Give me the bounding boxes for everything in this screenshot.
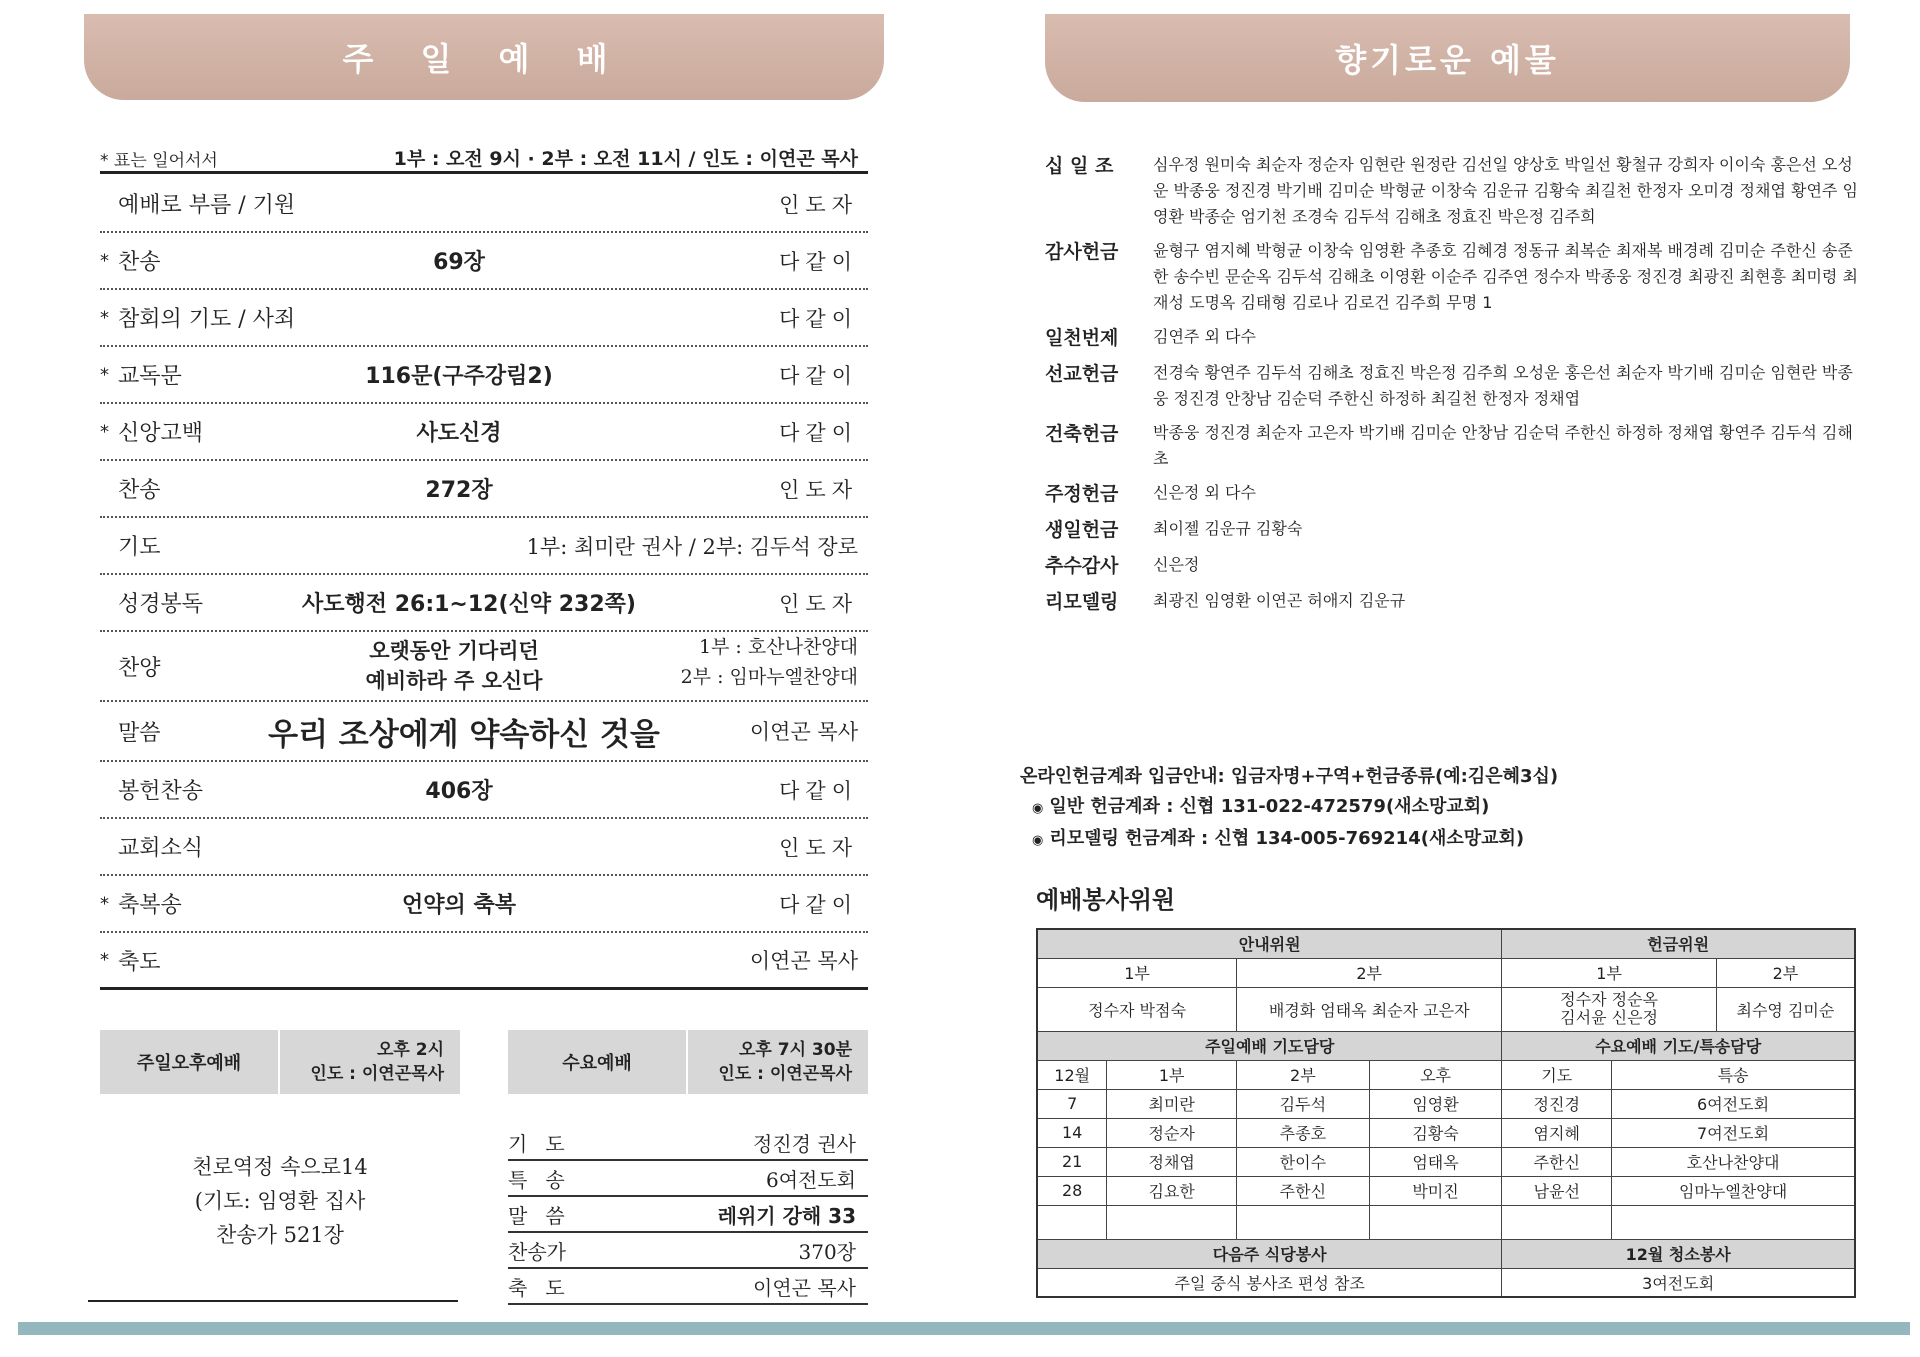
order-content: [250, 290, 668, 345]
pm-leader: 인도 : 이연곤목사: [310, 1064, 444, 1084]
offer-1: [1502, 987, 1716, 1031]
usher-head: 안내위원: [1037, 929, 1502, 958]
worship-banner: 주 일 예 배: [84, 14, 884, 100]
wed-row: [508, 1269, 868, 1305]
order-label: 찬송: [118, 478, 161, 503]
cell: 김요한: [1107, 1176, 1237, 1205]
offering-head: 헌금위원: [1502, 929, 1855, 958]
wed-service-box: [508, 1030, 868, 1094]
wed-value: 레위기 강해 33: [717, 1204, 856, 1228]
clean-head: 12월 청소봉사: [1502, 1239, 1855, 1268]
divider: [88, 1300, 458, 1302]
meal: 주일 중식 봉사조 편성 참조: [1037, 1268, 1502, 1297]
cell: 21: [1037, 1147, 1107, 1176]
offering-row: [1045, 480, 1865, 508]
star-mark: *: [100, 949, 109, 971]
order-row: [100, 290, 868, 347]
wed-key: 축도: [508, 1276, 583, 1300]
order-label: 예배로 부름 / 기원: [118, 193, 296, 218]
wed-time: 오후 7시 30분: [738, 1040, 852, 1060]
cell: 6여전도회: [1612, 1089, 1855, 1118]
remodel-account: ◉ 리모델링 헌금계좌 : 신협 134-005-769214(새소망교회): [1020, 824, 1558, 856]
wed-value: 이연곤 목사: [753, 1276, 856, 1300]
order-label: 교회소식: [118, 836, 204, 861]
pm-title: 주일오후예배: [100, 1030, 280, 1094]
order-label: 성경봉독: [118, 592, 204, 617]
service-committee-title: 예배봉사위원: [1036, 886, 1176, 914]
offering-row: [1045, 238, 1865, 316]
offering-list: [1045, 152, 1865, 624]
offering-row: [1045, 360, 1865, 412]
offering-row: [1045, 588, 1865, 616]
offering-names: 박종웅 정진경 최순자 고은자 박기배 김미순 안창남 김순덕 주한신 하정하 정채엽 황연주 김두석 김해초: [1153, 423, 1853, 468]
offering-type: 일천번제: [1045, 327, 1119, 349]
order-by: [681, 632, 858, 700]
col-head: 오후: [1369, 1060, 1502, 1089]
cell: 7: [1037, 1089, 1107, 1118]
wed-key: 찬송가: [508, 1240, 566, 1264]
pm-line-1: 천로역정 속으로14: [192, 1155, 368, 1179]
order-by: 다같이: [779, 892, 858, 917]
meal-head: 다음주 식당봉사: [1037, 1239, 1502, 1268]
order-content: 언약의 축복: [402, 893, 516, 918]
cell: 추종호: [1237, 1118, 1370, 1147]
month: 12월: [1037, 1060, 1107, 1089]
table-row: [1037, 1089, 1855, 1118]
table-row: [1037, 1147, 1855, 1176]
order-row: [100, 518, 868, 575]
offering-names: 신은정: [1153, 555, 1200, 574]
order-content: 사도신경: [416, 421, 502, 446]
order-label: 찬송: [118, 250, 161, 275]
offering-names: 전경숙 황연주 김두석 김해초 정효진 박은정 김주희 오성운 홍은선 최순자 박기배 김미순 임현란 박종웅 정진경 안창남 김순덕 주한신 하정하 최길천 한정자 정채엽: [1153, 363, 1853, 408]
order-label: 교독문: [118, 364, 182, 389]
order-row: [100, 176, 868, 233]
usher-2: 배경화 엄태옥 최순자 고은자: [1237, 987, 1502, 1031]
offering-type: 생일헌금: [1045, 519, 1119, 541]
table-row: [1037, 1205, 1855, 1239]
cell: 한이수: [1237, 1147, 1370, 1176]
order-content: 69장: [433, 250, 485, 275]
cell: 임마누엘찬양대: [1612, 1176, 1855, 1205]
wed-value: 6여전도회: [765, 1168, 856, 1192]
order-row: [100, 575, 868, 632]
wed-order: [508, 1125, 868, 1305]
order-label: 봉헌찬송: [118, 779, 204, 804]
cell: 호산나찬양대: [1612, 1147, 1855, 1176]
offering-names: 신은정 외 다수: [1153, 483, 1256, 502]
offering-row: [1045, 552, 1865, 580]
cell: 김황숙: [1369, 1118, 1502, 1147]
pm-info: [280, 1030, 460, 1094]
offering-type: 주정헌금: [1045, 483, 1119, 505]
col-head: 2부: [1237, 1060, 1370, 1089]
order-by: 인도자: [779, 835, 858, 860]
wed-row: [508, 1161, 868, 1197]
sermon-title: 우리 조상에게 약속하신 것을: [268, 716, 660, 753]
offering-type: 건축헌금: [1045, 423, 1119, 445]
order-by: 인도자: [779, 477, 858, 502]
order-label: 신앙고백: [118, 421, 204, 446]
offering-type: 추수감사: [1045, 555, 1119, 577]
anthem-2: 예비하라 주 오신다: [365, 669, 543, 693]
offering-type: 리모델링: [1045, 591, 1119, 613]
order-label: 축복송: [118, 893, 182, 918]
offering-row: [1045, 324, 1865, 352]
wed-row: [508, 1197, 868, 1233]
choir-2: 2부 : 임마누엘찬양대: [680, 666, 858, 688]
order-row: [100, 233, 868, 290]
usher-1: 정수자 박점숙: [1037, 987, 1237, 1031]
clean: 3여전도회: [1502, 1268, 1855, 1297]
order-label: 말씀: [118, 720, 161, 746]
anthem-1: 오랫동안 기다리던: [369, 639, 539, 663]
service-times: 1부 : 오전 9시 · 2부 : 오전 11시 / 인도 : 이연곤 목사: [393, 148, 858, 170]
order-by: 인도자: [779, 192, 858, 217]
cell: 임영환: [1369, 1089, 1502, 1118]
order-content: 272장: [425, 478, 493, 503]
offer-1-b: 김서윤 신은정: [1560, 1008, 1658, 1027]
pm-details: [100, 1150, 460, 1252]
cell: [1612, 1205, 1855, 1239]
order-content: [250, 176, 668, 231]
order-by: 인도자: [779, 591, 858, 616]
cell: 28: [1037, 1176, 1107, 1205]
cell: 정채엽: [1107, 1147, 1237, 1176]
order-content: 116문(구주강림2): [365, 364, 553, 389]
star-mark: *: [100, 364, 109, 385]
order-of-worship: [100, 176, 868, 990]
online-title: 온라인헌금계좌 입금안내: 입금자명+구역+헌금종류(예:김은혜3십): [1020, 766, 1559, 787]
order-by: 이연곤 목사: [749, 949, 858, 973]
pm-line-3: 찬송가 521장: [216, 1223, 344, 1247]
order-by: 다같이: [779, 778, 858, 803]
wed-value: 370장: [798, 1240, 856, 1264]
cell: [1107, 1205, 1237, 1239]
offering-row: [1045, 152, 1865, 230]
order-by: 1부: 최미란 권사 / 2부: 김두석 장로: [526, 534, 858, 559]
offering-type: 선교헌금: [1045, 363, 1119, 385]
wed-leader: 인도 : 이연곤목사: [718, 1064, 852, 1084]
cell: 정순자: [1107, 1118, 1237, 1147]
order-row: [100, 404, 868, 461]
cell: 남윤선: [1502, 1176, 1612, 1205]
wed-info: [688, 1030, 868, 1094]
order-content: 사도행전 26:1~12(신약 232쪽): [302, 592, 636, 617]
footer-bar: [18, 1322, 1910, 1335]
offering-names: 최이젤 김운규 김황숙: [1153, 519, 1303, 538]
order-row: [100, 933, 868, 990]
star-mark: *: [100, 421, 109, 442]
cell: 주한신: [1502, 1147, 1612, 1176]
cell: 염지혜: [1502, 1118, 1612, 1147]
offering-names: 윤형구 염지혜 박형균 이창숙 임영환 추종호 김혜경 정동규 최복순 최재복 배경례 김미순 주한신 송준한 송수빈 문순옥 김두석 김해초 이영환 이순주 김주연 정수자 박종웅 정진경 최광진 최현흥 최미령 최재성 도명옥 김태형 김로나 김로건 김주희 무명 1: [1153, 241, 1858, 312]
offering-names: 심우정 원미숙 최순자 정순자 임현란 원정란 김선일 양상호 박일선 황철규 강희자 이이숙 홍은선 오성운 박종웅 정진경 박기배 김미순 박형균 이창숙 김운규 김황숙 최길천 한정자 오미경 정채엽 황연주 임영환 박종순 엄기천 조경숙 김두석 김해초 정효진 박은정 김주희: [1153, 155, 1858, 226]
pm-time: 오후 2시: [376, 1040, 444, 1060]
order-label: 기도: [118, 535, 161, 560]
order-label: 참회의 기도 / 사죄: [118, 307, 296, 332]
offering-type: 십 일 조: [1045, 155, 1114, 177]
wed-key: 기도: [508, 1132, 583, 1156]
offer-p1: 1부: [1502, 958, 1716, 987]
order-row: [100, 632, 868, 702]
order-content: [300, 632, 608, 700]
order-by: 다같이: [779, 363, 858, 388]
wed-value: 정진경 권사: [753, 1132, 856, 1156]
offer-1-a: 정수자 정순옥: [1560, 990, 1658, 1009]
offering-type: 감사헌금: [1045, 241, 1119, 263]
wed-title: 수요예배: [508, 1030, 688, 1094]
cell: 7여전도회: [1612, 1118, 1855, 1147]
choir-1: 1부 : 호산나찬양대: [698, 636, 858, 658]
offering-names: 김연주 외 다수: [1153, 327, 1256, 346]
wed-key: 특송: [508, 1168, 583, 1192]
wed-head: 수요예배 기도/특송담당: [1502, 1031, 1855, 1060]
order-content: [250, 933, 668, 987]
wed-row: [508, 1125, 868, 1161]
order-row: [100, 347, 868, 404]
usher-p1: 1부: [1037, 958, 1237, 987]
col-head: 기도: [1502, 1060, 1612, 1089]
order-row: [100, 461, 868, 518]
cell: [1237, 1205, 1370, 1239]
order-by: 다같이: [779, 306, 858, 331]
general-account: ◉ 일반 헌금계좌 : 신협 131-022-472579(새소망교회): [1020, 792, 1558, 824]
cell: 정진경: [1502, 1089, 1612, 1118]
cell: 박미진: [1369, 1176, 1502, 1205]
offer-2: 최수영 김미순: [1716, 987, 1855, 1031]
star-mark: *: [100, 307, 109, 328]
wed-row: [508, 1233, 868, 1269]
order-row: [100, 702, 868, 762]
usher-p2: 2부: [1237, 958, 1502, 987]
cell: [1037, 1205, 1107, 1239]
standing-note: * 표는 일어서서: [100, 151, 218, 171]
offering-row: [1045, 516, 1865, 544]
cell: [1502, 1205, 1612, 1239]
star-mark: *: [100, 250, 109, 271]
pm-service-box: [100, 1030, 460, 1094]
offering-names: 최광진 임영환 이연곤 허애지 김운규: [1153, 591, 1406, 610]
col-head: 특송: [1612, 1060, 1855, 1089]
col-head: 1부: [1107, 1060, 1237, 1089]
order-header: [100, 140, 868, 174]
cell: [1369, 1205, 1502, 1239]
table-row: [1037, 1176, 1855, 1205]
offering-row: [1045, 420, 1865, 472]
pm-line-2: (기도: 임영환 집사: [194, 1189, 366, 1213]
cell: 최미란: [1107, 1089, 1237, 1118]
offer-p2: 2부: [1716, 958, 1855, 987]
service-committee-table: [1036, 928, 1856, 1298]
order-label: 축도: [118, 949, 161, 975]
table-row: [1037, 1118, 1855, 1147]
offering-banner: 향기로운 예물: [1045, 14, 1850, 102]
sun-head: 주일예배 기도담당: [1037, 1031, 1502, 1060]
star-mark: *: [100, 893, 109, 914]
order-label: 찬양: [118, 655, 161, 681]
order-content: 406장: [425, 779, 493, 804]
cell: 엄태옥: [1369, 1147, 1502, 1176]
order-by: 이연곤 목사: [749, 720, 858, 744]
wed-key: 말씀: [508, 1204, 583, 1228]
order-row: [100, 762, 868, 819]
cell: 14: [1037, 1118, 1107, 1147]
order-by: 다같이: [779, 420, 858, 445]
order-by: 다같이: [779, 249, 858, 274]
order-row: [100, 876, 868, 933]
cell: 김두석: [1237, 1089, 1370, 1118]
order-row: [100, 819, 868, 876]
order-content: [250, 819, 668, 874]
online-giving: [1020, 762, 1558, 856]
cell: 주한신: [1237, 1176, 1370, 1205]
